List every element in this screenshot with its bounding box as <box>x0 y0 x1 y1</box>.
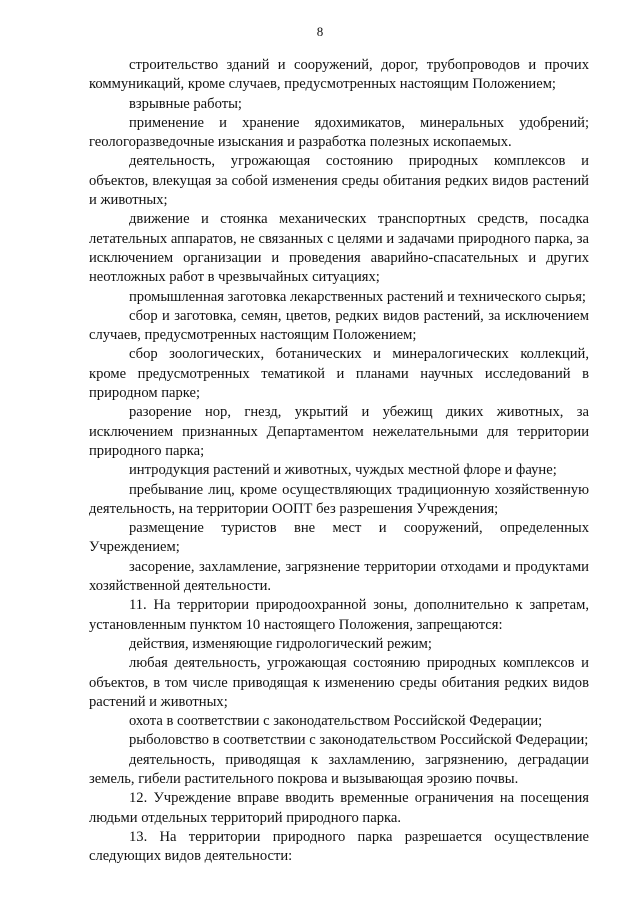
paragraph: применение и хранение ядохимикатов, минеральных удобрений; геологоразведочные изыскания и разработка полезных ископаемых. <box>89 114 589 151</box>
paragraph: размещение туристов вне мест и сооружений, определенных Учреждением; <box>89 520 589 556</box>
paragraph: любая деятельность, угрожающая состоянию природных комплексов и объектов, в том числе приводящая к изменению среды обитания редких видов растений и животных; <box>89 655 589 710</box>
paragraph: сбор и заготовка, семян, цветов, редких видов растений, за исключением случаев, предусмотренных настоящим Положением; <box>89 307 589 344</box>
paragraph: рыболовство в соответствии с законодательством Российской Федерации; <box>129 732 589 749</box>
document-body <box>89 56 589 866</box>
paragraph: промышленная заготовка лекарственных растений и технического сырья; <box>129 288 586 305</box>
paragraph: пребывание лиц, кроме осуществляющих традиционную хозяйственную деятельность, на территории ООПТ без разрешения Учреждения; <box>89 481 589 517</box>
paragraph: сбор зоологических, ботанических и минералогических коллекций, кроме предусмотренных тематикой и планами научных исследований в природном парке; <box>89 346 589 402</box>
paragraph: 13. На территории природного парка разрешается осуществление следующих видов деятельности: <box>89 828 589 865</box>
paragraph: засорение, захламление, загрязнение территории отходами и продуктами хозяйственной деятельности. <box>89 558 589 595</box>
paragraph: движение и стоянка механических транспортных средств, посадка летательных аппаратов, не связанных с целями и задачами природного парка, за исключением организации и проведения аварийно-спасательных и других неотложных работ в чрезвычайных ситуациях; <box>89 211 589 286</box>
page-number: 8 <box>316 24 324 39</box>
paragraph: разорение нор, гнезд, укрытий и убежищ диких животных, за исключением признанных Департаментом нежелательными для территории природного парка; <box>89 404 589 459</box>
paragraph: 11. На территории природоохранной зоны, дополнительно к запретам, установленным пунктом 10 настоящего Положения, запрещаются: <box>89 597 589 633</box>
paragraph: строительство зданий и сооружений, дорог, трубопроводов и прочих коммуникаций, кроме случаев, предусмотренных настоящим Положением; <box>89 57 589 93</box>
paragraph: деятельность, угрожающая состоянию природных комплексов и объектов, влекущая за собой изменения среды обитания редких видов растений и животных; <box>89 153 589 209</box>
paragraph: интродукция растений и животных, чуждых местной флоре и фауне; <box>129 462 557 479</box>
paragraph: взрывные работы; <box>129 95 242 112</box>
paragraph: действия, изменяющие гидрологический режим; <box>129 635 432 652</box>
paragraph: охота в соответствии с законодательством Российской Федерации; <box>129 713 543 730</box>
paragraph: деятельность, приводящая к захламлению, загрязнению, деградации земель, гибели растительного покрова и вызывающая эрозию почвы. <box>89 751 589 787</box>
paragraph: 12. Учреждение вправе вводить временные ограничения на посещения людьми отдельных территорий природного парка. <box>89 790 589 826</box>
